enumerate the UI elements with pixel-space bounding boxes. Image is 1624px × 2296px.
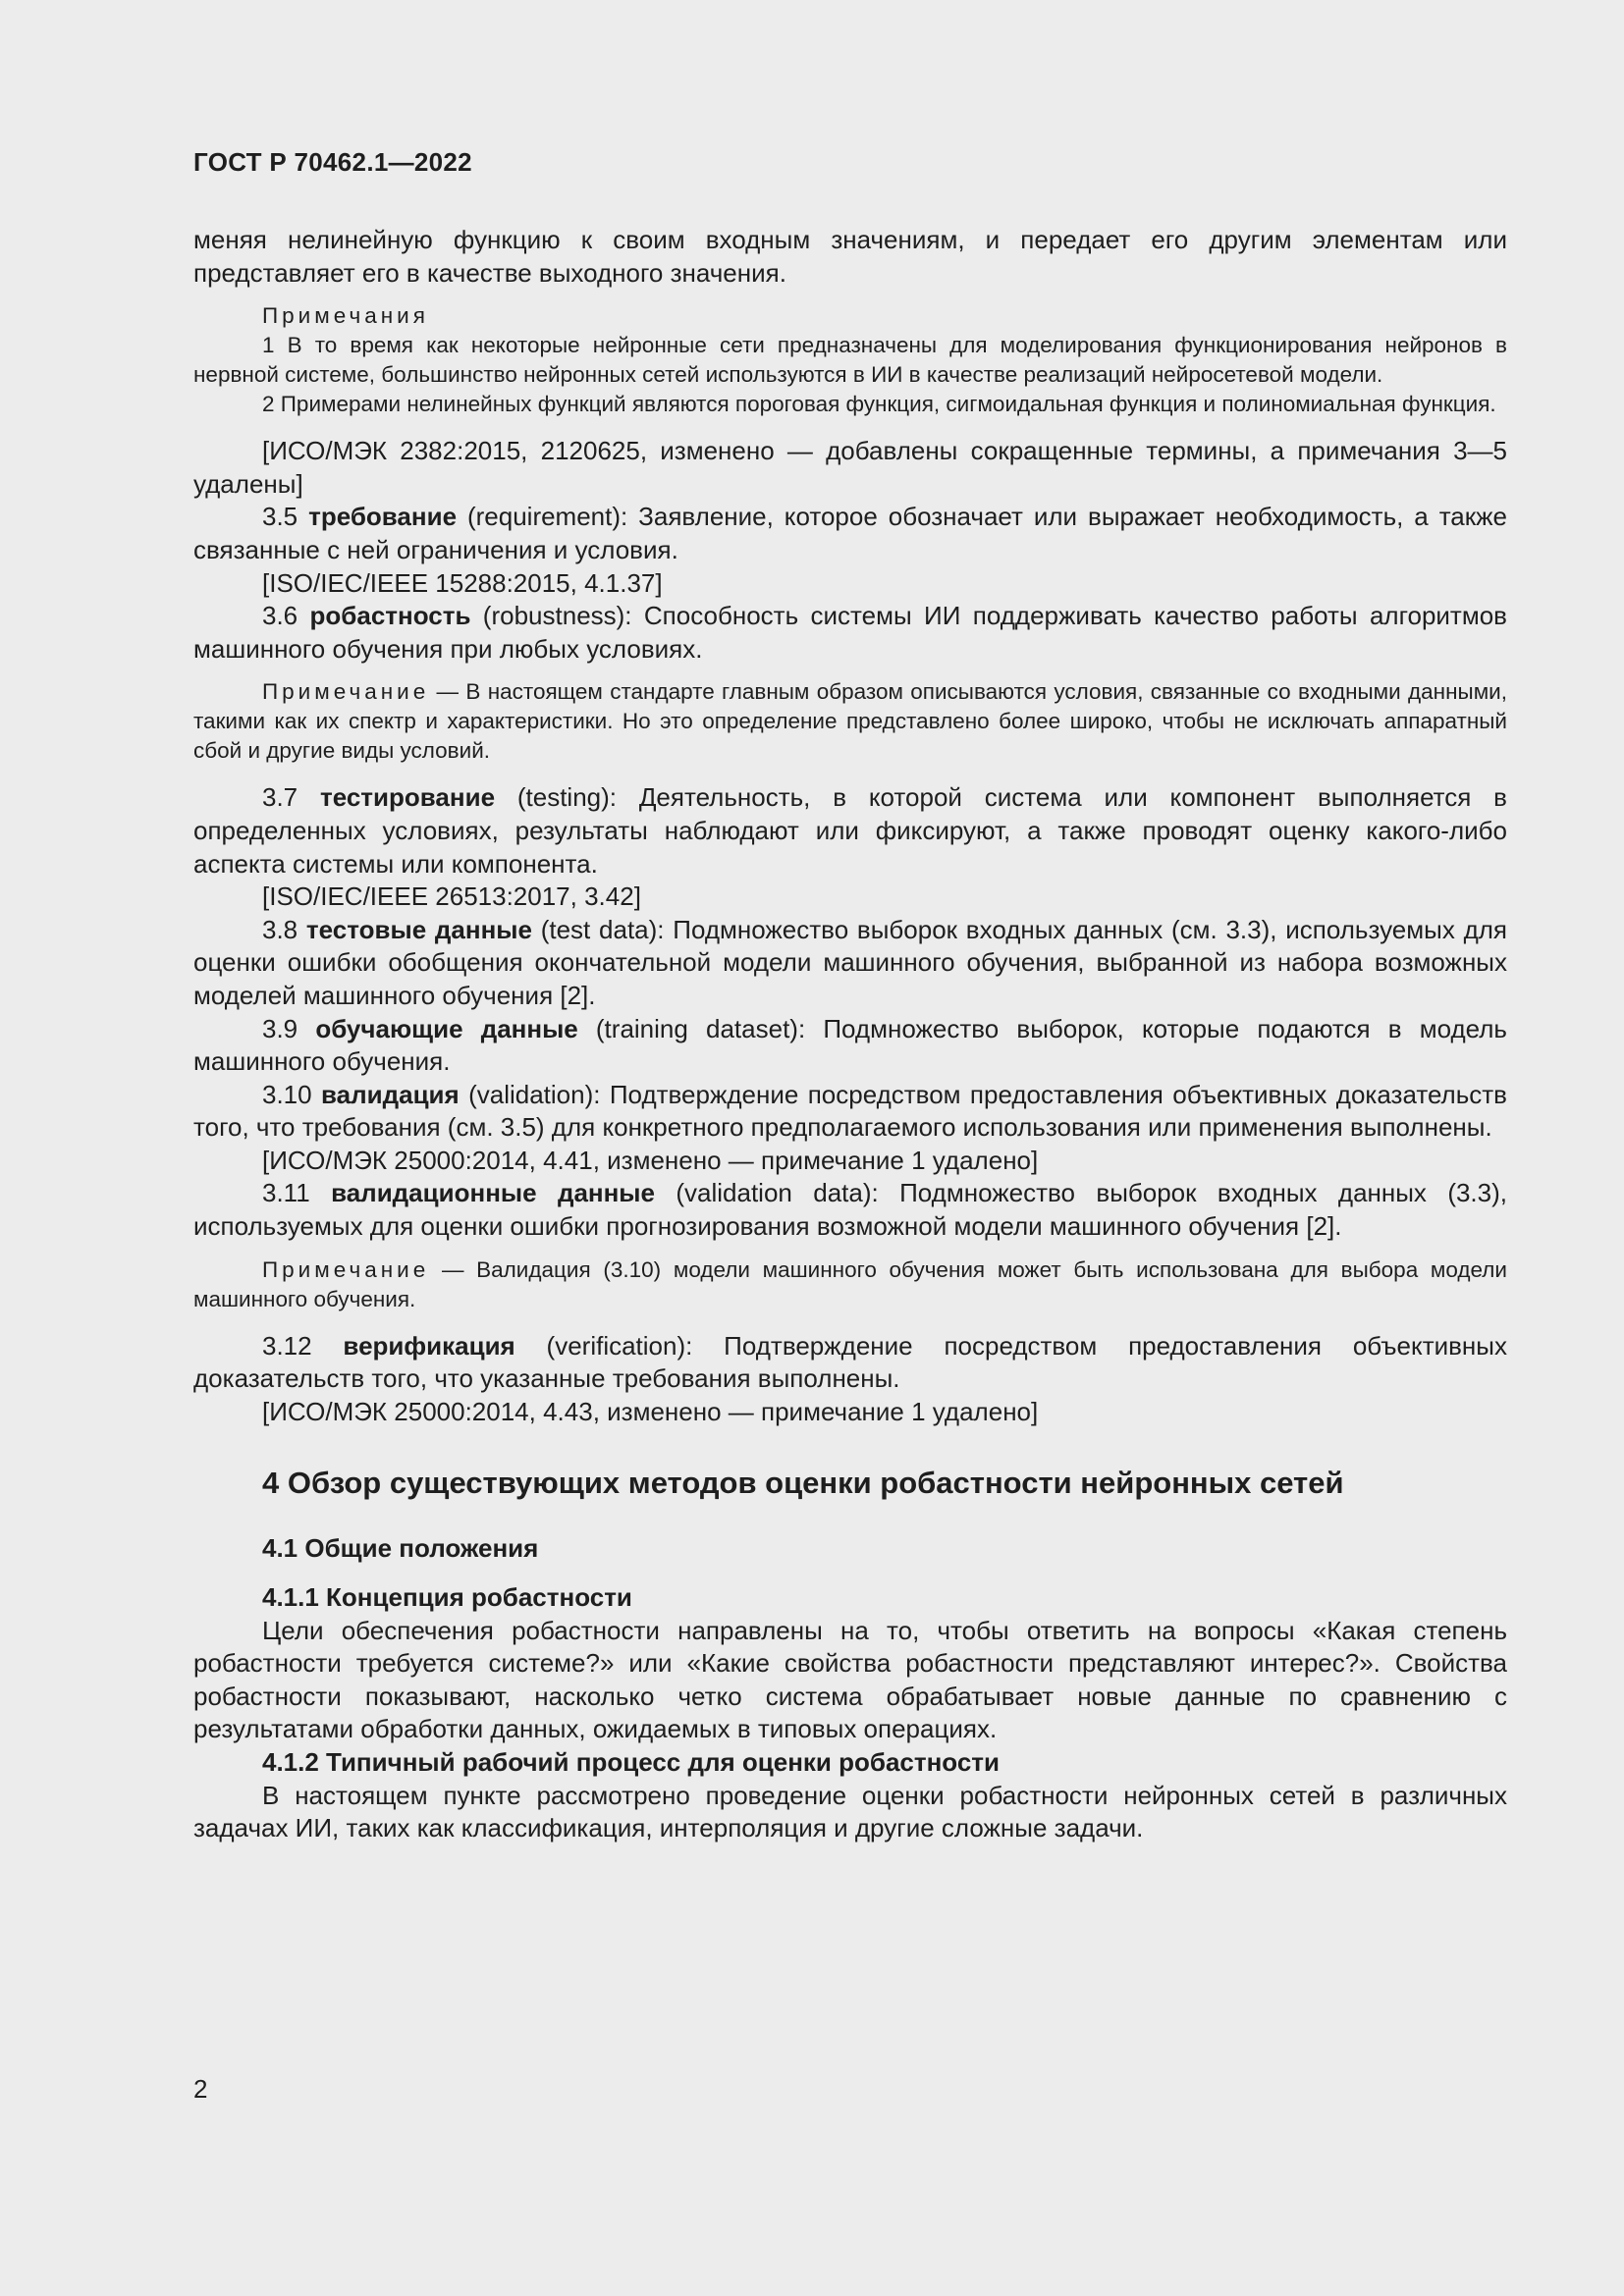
term-name: тестовые данные	[305, 914, 532, 944]
term-name: валидационные данные	[331, 1178, 655, 1208]
term-name: робастность	[309, 601, 471, 631]
reference-15288: [ISO/IEC/IEEE 15288:2015, 4.1.37]	[262, 567, 663, 598]
term-3-6: 3.6 робастность (robustness): Способность системы ИИ поддерживать качество работы алгоритмов машинного обучения при любых условиях.	[193, 601, 1507, 664]
paragraph-continuation: меняя нелинейную функцию к своим входным значениям, и передает его другим элементам или представляет его в качестве выходного значения.	[193, 225, 1507, 288]
term-3-8: 3.8 тестовые данные (test data): Подмножество выборок входных данных (см. 3.3), используемых для оценки ошибки обобщения окончательной модели машинного обучения, выбранной из набора возможных моделей машинного обучения [2].	[193, 914, 1507, 1010]
document-body	[193, 224, 1507, 1845]
term-name: обучающие данные	[315, 1013, 578, 1043]
note-1: 1 В то время как некоторые нейронные сети предназначены для моделирования функционирования нейронов в нервной системе, большинство нейронных сетей используются в ИИ в качестве реализаций нейросетевой модели.	[193, 333, 1507, 388]
reference-26513: [ISO/IEC/IEEE 26513:2017, 3.42]	[262, 881, 641, 912]
note-3-11: Примечание — Валидация (3.10) модели машинного обучения может быть использована для выбора модели машинного обучения.	[193, 1256, 1507, 1311]
section-4-heading: 4 Обзор существующих методов оценки робастности нейронных сетей	[262, 1466, 1344, 1501]
reference-25000-4-41: [ИСО/МЭК 25000:2014, 4.41, изменено — примечание 1 удалено]	[262, 1145, 1039, 1175]
notes-heading: Примечания	[262, 303, 429, 329]
section-4-1-2-heading: 4.1.2 Типичный рабочий процесс для оценки робастности	[262, 1747, 1001, 1777]
term-name: тестирование	[319, 782, 496, 813]
section-4-1-heading: 4.1 Общие положения	[262, 1533, 539, 1564]
paragraph-4-1-1: Цели обеспечения робастности направлены на то, чтобы ответить на вопросы «Какая степень робастности требуется системе?» или «Какие свойства робастности представляют интерес?». Свойства робастности показывают, насколько четко система обрабатывает новые данные по сравнению с результатами обработки данных, ожидаемых в типовых операциях.	[193, 1615, 1507, 1744]
paragraph-4-1-2: В настоящем пункте рассмотрено проведение оценки робастности нейронных сетей в различных задачах ИИ, таких как классификация, интерполяция и другие сложные задачи.	[193, 1780, 1507, 1843]
note-3-6: Примечание — В настоящем стандарте главным образом описываются условия, связанные со входными данными, такими как их спектр и характеристики. Но это определение представлено более широко, чтобы не исключать аппаратный сбой и другие виды условий.	[193, 679, 1507, 764]
term-3-7: 3.7 тестирование (testing): Деятельность, в которой система или компонент выполняется в определенных условиях, результаты наблюдают или фиксируют, а также проводят оценку какого-либо аспекта системы или компонента.	[193, 782, 1507, 879]
reference-25000-4-43: [ИСО/МЭК 25000:2014, 4.43, изменено — примечание 1 удалено]	[262, 1396, 1039, 1426]
term-name: верификация	[343, 1330, 515, 1361]
note-2: 2 Примерами нелинейных функций являются пороговая функция, сигмоидальная функция и полиномиальная функция.	[262, 392, 1496, 417]
term-name: требование	[308, 502, 458, 532]
page-number: 2	[193, 2074, 208, 2104]
term-3-10: 3.10 валидация (validation): Подтверждение посредством предоставления объективных доказательств того, что требования (см. 3.5) для конкретного предполагаемого использования или применения выполнены.	[193, 1079, 1507, 1143]
term-name: валидация	[321, 1079, 460, 1109]
reference-iso-2382: [ИСО/МЭК 2382:2015, 2120625, изменено — добавлены сокращенные термины, а примечания 3—5 удалены]	[193, 436, 1507, 499]
term-3-5: 3.5 требование (requirement): Заявление, которое обозначает или выражает необходимость, а также связанные с ней ограничения и условия.	[193, 502, 1507, 564]
document-header: ГОСТ Р 70462.1—2022	[193, 147, 472, 177]
section-4-1-1-heading: 4.1.1 Концепция робастности	[262, 1582, 632, 1613]
term-3-11: 3.11 валидационные данные (validation data): Подмножество выборок входных данных (3.3), используемых для оценки ошибки прогнозирования возможной модели машинного обучения [2].	[193, 1178, 1507, 1242]
term-3-12: 3.12 верификация (verification): Подтверждение посредством предоставления объективных доказательств того, что указанные требования выполнены.	[193, 1330, 1507, 1394]
term-3-9: 3.9 обучающие данные (training dataset): Подмножество выборок, которые подаются в модель машинного обучения.	[193, 1013, 1507, 1077]
